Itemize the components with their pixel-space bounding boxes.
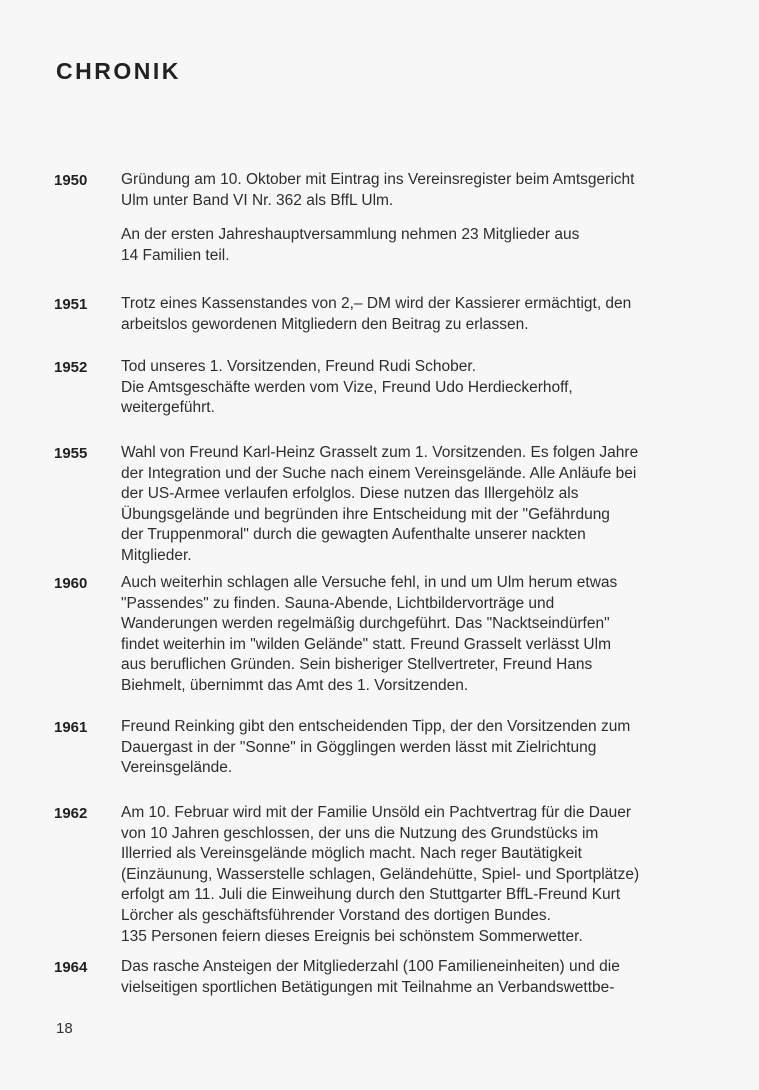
text-line: Übungsgelände und begründen ihre Entscheidung mit der "Gefährdung (121, 505, 610, 523)
text-line: findet weiterhin im "wilden Gelände" statt. Freund Grasselt verlässt Ulm (121, 635, 611, 653)
text-line: vielseitigen sportlichen Betätigungen mit Teilnahme an Verbandswettbe- (121, 978, 615, 996)
entry-paragraph (121, 443, 741, 567)
text-line: Dauergast in der "Sonne" in Gögglingen werden lässt mit Zielrichtung (121, 738, 597, 756)
text-line: Mitglieder. (121, 546, 192, 564)
text-line: Biehmelt, übernimmt das Amt des 1. Vorsitzenden. (121, 676, 469, 694)
entry-paragraph (121, 957, 741, 998)
text-line: Tod unseres 1. Vorsitzenden, Freund Rudi Schober. (121, 358, 476, 375)
entry-year: 1952 (54, 359, 88, 376)
text-line: aus beruflichen Gründen. Sein bisheriger Stellvertreter, Freund Hans (121, 656, 593, 674)
text-line: von 10 Jahren geschlossen, der uns die Nutzung des Grundstücks im (121, 824, 599, 842)
text-line: Lörcher als geschäftsführender Vorstand des dortigen Bundes. (121, 906, 551, 924)
entry-paragraph (121, 573, 741, 697)
text-line: 14 Familien teil. (121, 246, 230, 264)
text-line: Das rasche Ansteigen der Mitgliederzahl (100 Familieneinheiten) und die (121, 958, 620, 975)
text-line: der Integration und der Suche nach einem Vereinsgelände. Alle Anläufe bei (121, 464, 637, 482)
text-line: der US-Armee verlaufen erfolglos. Diese nutzen das Illergehölz als (121, 485, 579, 503)
entry-text (121, 443, 741, 567)
text-line: Illerried als Vereinsgelände möglich macht. Nach reger Bautätigkeit (121, 845, 582, 863)
text-line: Am 10. Februar wird mit der Familie Unsöld ein Pachtvertrag für die Dauer (121, 804, 631, 821)
text-line: Die Amtsgeschäfte werden vom Vize, Freund Udo Herdieckerhoff, (121, 378, 573, 396)
text-line: 135 Personen feiern dieses Ereignis bei schönstem Sommerwetter. (121, 927, 583, 945)
entry-year: 1950 (54, 172, 88, 189)
text-line: der Truppenmoral" durch die gewagten Aufenthalte unserer nackten (121, 526, 586, 544)
page-title: CHRONIK (56, 58, 181, 84)
entry-paragraph (121, 170, 741, 211)
entry-text (121, 170, 741, 266)
text-line: Gründung am 10. Oktober mit Eintrag ins Vereinsregister beim Amtsgericht (121, 171, 635, 188)
entry-year: 1964 (54, 959, 88, 976)
entry-paragraph (121, 357, 741, 419)
entry-text (121, 717, 741, 779)
text-line: weitergeführt. (121, 399, 215, 417)
entry-paragraph (121, 803, 741, 947)
text-line: Wahl von Freund Karl-Heinz Grasselt zum 1. Vorsitzenden. Es folgen Jahre (121, 444, 639, 461)
entry-year: 1961 (54, 719, 88, 736)
entry-paragraph (121, 294, 741, 335)
text-line: "Passendes" zu finden. Sauna-Abende, Lichtbildervorträge und (121, 594, 555, 612)
entry-year: 1962 (54, 805, 88, 822)
entry-text (121, 357, 741, 419)
text-line: Vereinsgelände. (121, 759, 233, 777)
entry-paragraph (121, 225, 741, 266)
text-line: arbeitslos gewordenen Mitgliedern den Beitrag zu erlassen. (121, 315, 529, 333)
entry-year: 1951 (54, 296, 88, 313)
entry-year: 1955 (54, 445, 88, 462)
text-line: Trotz eines Kassenstandes von 2,– DM wird der Kassierer ermächtigt, den (121, 295, 632, 312)
entry-text (121, 803, 741, 947)
text-line: erfolgt am 11. Juli die Einweihung durch den Stuttgarter BffL-Freund Kurt (121, 886, 621, 904)
entry-text (121, 294, 741, 335)
text-line: Freund Reinking gibt den entscheidenden Tipp, der den Vorsitzenden zum (121, 718, 631, 735)
entry-paragraph (121, 717, 741, 779)
text-line: (Einzäunung, Wasserstelle schlagen, Geländehütte, Spiel- und Sportplätze) (121, 865, 640, 883)
text-line: Wanderungen werden regelmäßig durchgeführt. Das "Nacktseindürfen" (121, 615, 610, 633)
entry-year: 1960 (54, 575, 88, 592)
text-line: Auch weiterhin schlagen alle Versuche fehl, in und um Ulm herum etwas (121, 574, 618, 591)
text-line: An der ersten Jahreshauptversammlung nehmen 23 Mitglieder aus (121, 226, 580, 244)
text-line: Ulm unter Band VI Nr. 362 als BffL Ulm. (121, 191, 394, 209)
page-number: 18 (56, 1020, 73, 1037)
entry-text (121, 957, 741, 998)
entry-text (121, 573, 741, 697)
